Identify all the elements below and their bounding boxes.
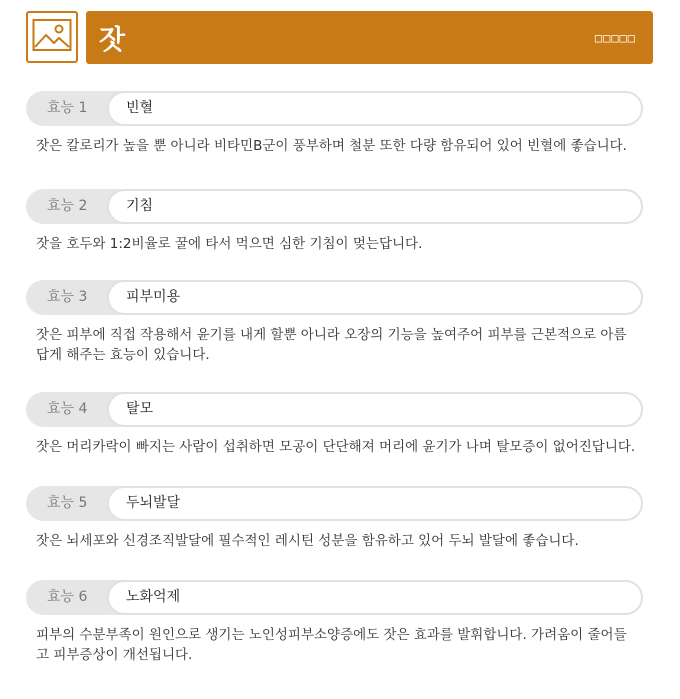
effect-number-label: 효능 2 (26, 189, 122, 224)
effect-number-label: 효능 5 (26, 486, 122, 521)
effect-number-label: 효능 3 (26, 280, 122, 315)
page-title: 잣 (99, 25, 127, 56)
effect-header (26, 580, 643, 615)
effect-header (26, 280, 643, 315)
effect-section (26, 280, 643, 365)
effect-name: 빈혈 (107, 91, 643, 126)
effect-section (26, 91, 643, 156)
effect-header (26, 91, 643, 126)
effect-description: 잣은 칼로리가 높을 뿐 아니라 비타민B군이 풍부하며 철분 또한 다량 함유되어 있어 빈혈에 좋습니다. (36, 138, 627, 154)
effect-header (26, 392, 643, 427)
header-glyphs: □□□□□ (594, 30, 636, 45)
effect-name: 노화억제 (107, 580, 643, 615)
effect-description: 잣은 머리카락이 빠지는 사람이 섭취하면 모공이 단단해져 머리에 윤기가 나며 탈모증이 없어진답니다. (36, 439, 636, 455)
effect-section (26, 580, 643, 665)
effect-section (26, 392, 643, 457)
effect-description: 잣을 호두와 1:2비율로 꿀에 타서 먹으면 심한 기침이 멎는답니다. (36, 236, 423, 252)
effect-header (26, 486, 643, 521)
effect-description: 피부의 수분부족이 원인으로 생기는 노인성피부소양증에도 잣은 효과를 발휘합니다. 가려움이 줄어들고 피부증상이 개선됩니다. (36, 627, 627, 663)
effect-section (26, 486, 643, 551)
effect-name: 피부미용 (107, 280, 643, 315)
effect-number-label: 효능 6 (26, 580, 122, 615)
effect-name: 두뇌발달 (107, 486, 643, 521)
effect-header (26, 189, 643, 224)
effect-name: 탈모 (107, 392, 643, 427)
effect-description: 잣은 뇌세포와 신경조직발달에 필수적인 레시틴 성분을 함유하고 있어 두뇌 발달에 좋습니다. (36, 533, 579, 549)
effect-name: 기침 (107, 189, 643, 224)
effect-number-label: 효능 4 (26, 392, 122, 427)
title-bar (86, 11, 653, 64)
effect-section (26, 189, 643, 254)
image-placeholder-icon (32, 18, 72, 56)
effect-description: 잣은 피부에 직접 작용해서 윤기를 내게 할뿐 아니라 오장의 기능을 높여주어 피부를 근본적으로 아름답게 해주는 효능이 있습니다. (36, 327, 627, 363)
effect-number-label: 효능 1 (26, 91, 122, 126)
image-placeholder (26, 11, 78, 63)
